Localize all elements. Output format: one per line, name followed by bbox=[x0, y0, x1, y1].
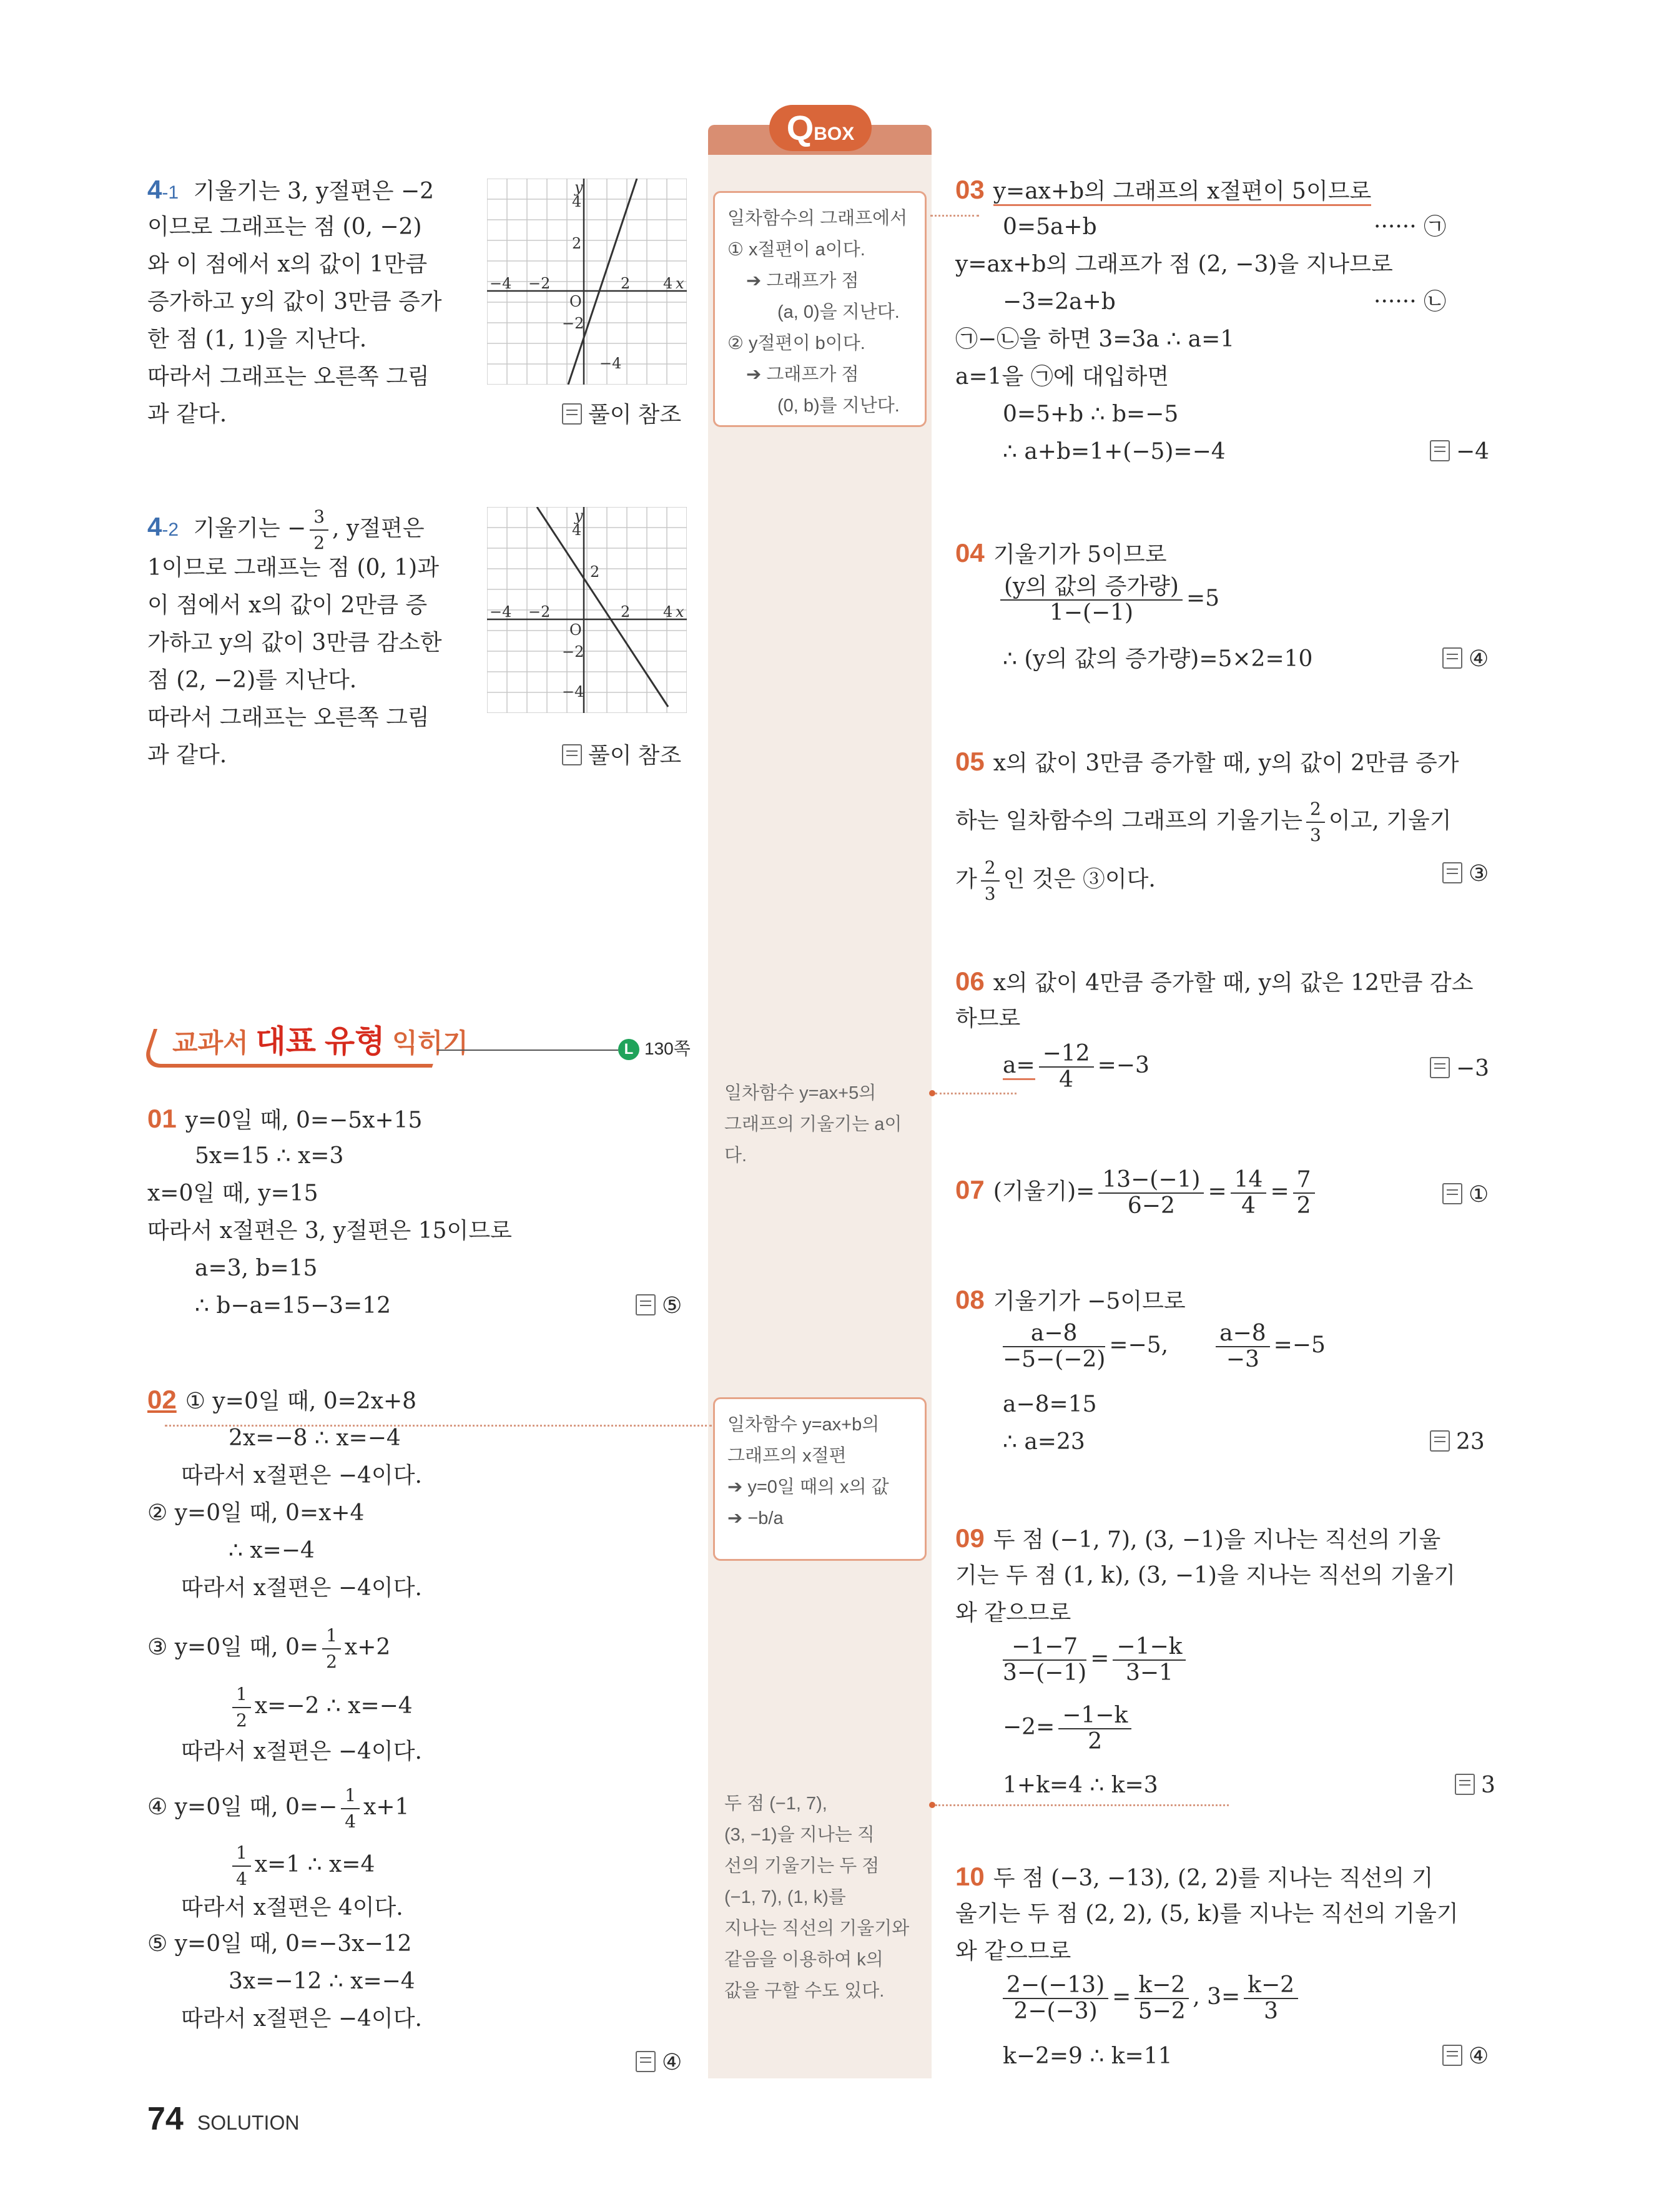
text-line: a−8=15 bbox=[1003, 1392, 1097, 1417]
text-line: 따라서 x절편은 −4이다. bbox=[181, 2006, 422, 2032]
text-line: y=ax+b의 그래프의 x절편이 5이므로 bbox=[993, 179, 1372, 206]
numerator: k−2 bbox=[1135, 1973, 1189, 1999]
note-line: (0, b)를 지난다. bbox=[777, 396, 900, 416]
answer bbox=[1442, 2042, 1489, 2072]
tick-label: 4 bbox=[663, 603, 673, 621]
text-line: 하므로 bbox=[955, 1006, 1021, 1031]
denominator: 2−(−3) bbox=[1013, 1998, 1098, 2024]
problem-number bbox=[147, 175, 179, 204]
tick-label: −4 bbox=[599, 355, 622, 372]
qbox-note-1 bbox=[713, 191, 927, 427]
answer bbox=[562, 740, 681, 771]
tick-label: −4 bbox=[490, 603, 512, 621]
qbox-note-4 bbox=[724, 1788, 924, 2007]
denominator: 2 bbox=[1088, 1729, 1103, 1754]
text-line: −3=2a+b bbox=[1003, 289, 1116, 315]
numerator: −1−k bbox=[1113, 1634, 1186, 1661]
text-line: 3x=−12 ∴ x=−4 bbox=[229, 1969, 415, 1994]
fraction bbox=[322, 1623, 341, 1674]
text-line: ∴ a+b=1+(−5)=−4 bbox=[1003, 439, 1226, 465]
tick-label: −2 bbox=[528, 275, 551, 292]
text-segment: x+1 bbox=[363, 1794, 410, 1820]
denominator: 1−(−1) bbox=[1049, 600, 1134, 626]
denominator: 3−(−1) bbox=[1003, 1660, 1087, 1686]
text-line: x의 값이 4만큼 증가할 때, y의 값은 12만큼 감소 bbox=[993, 970, 1474, 996]
answer-text: ④ bbox=[1469, 646, 1489, 672]
axis-label-y: y bbox=[574, 507, 583, 524]
qbox-letter: Q bbox=[786, 108, 814, 147]
note-line: ➔ 그래프가 점 bbox=[746, 365, 859, 385]
answer bbox=[562, 400, 681, 430]
text-line: a=3, b=15 bbox=[195, 1256, 318, 1281]
problem-number-main: 4 bbox=[147, 512, 162, 541]
page-footer bbox=[147, 2101, 300, 2138]
tick-label: −2 bbox=[528, 603, 551, 621]
text-line: 한 점 (1, 1)을 지난다. bbox=[147, 327, 367, 352]
tick-label: −2 bbox=[562, 643, 584, 661]
q06-line-1 bbox=[955, 966, 1473, 998]
note-line: 같음을 이용하여 k의 bbox=[724, 1950, 884, 1970]
note-line: (a, 0)을 지난다. bbox=[777, 302, 900, 322]
answer bbox=[1430, 437, 1489, 467]
answer-icon bbox=[1430, 1430, 1450, 1452]
answer bbox=[1442, 644, 1489, 674]
text-segment: x=−2 ∴ x=−4 bbox=[254, 1693, 413, 1719]
text-line: a=1을 ㉠에 대입하면 bbox=[955, 364, 1169, 390]
denominator: 6−2 bbox=[1127, 1193, 1175, 1219]
text-line: 5x=15 ∴ x=3 bbox=[195, 1143, 344, 1169]
q09-line-5 bbox=[1003, 1703, 1135, 1754]
connector-dots bbox=[935, 1804, 1229, 1806]
fraction bbox=[1000, 574, 1183, 626]
text-line: 따라서 x절편은 3, y절편은 15이므로 bbox=[147, 1218, 512, 1244]
tick-label: 4 bbox=[572, 521, 582, 539]
answer-icon bbox=[636, 1294, 656, 1315]
answer-text: ① bbox=[1469, 1182, 1489, 1207]
text-line: 따라서 x절편은 −4이다. bbox=[181, 1739, 422, 1764]
problem-number: 09 bbox=[955, 1523, 985, 1553]
text-line: 두 점 (−3, −13), (2, 2)를 지나는 직선의 기 bbox=[993, 1865, 1434, 1891]
text-line: y=ax+b의 그래프가 점 (2, −3)을 지나므로 bbox=[955, 252, 1393, 277]
section-title-part: 대표 유형 bbox=[255, 1024, 385, 1059]
fraction bbox=[341, 1783, 360, 1834]
graph-line bbox=[537, 507, 668, 707]
fraction bbox=[232, 1841, 251, 1892]
numerator: −1−7 bbox=[1003, 1634, 1086, 1661]
connector-dot bbox=[929, 1090, 935, 1096]
tick-label: −4 bbox=[490, 275, 512, 292]
q07-line-1: 07 (기울기)= $\frac{13-(-1)}{6-2}$ = $\frac{14}{4}$ = $\frac{7}{2}$ bbox=[955, 1167, 1319, 1219]
q05-line-1 bbox=[955, 747, 1459, 779]
fraction bbox=[1003, 1321, 1105, 1372]
answer-icon bbox=[636, 2051, 656, 2072]
problem-number: 06 bbox=[955, 966, 985, 996]
connector-dot bbox=[929, 1802, 935, 1808]
numerator: 2 bbox=[1306, 797, 1325, 823]
qbox-note-3 bbox=[713, 1397, 927, 1561]
numerator: k−2 bbox=[1244, 1973, 1298, 1999]
numerator: a−8 bbox=[1216, 1321, 1270, 1347]
note-line: 두 점 (−1, 7), bbox=[724, 1794, 827, 1814]
text-line: 0=5+b ∴ b=−5 bbox=[1003, 401, 1179, 427]
axis-label-x: x bbox=[676, 603, 684, 621]
fraction bbox=[1039, 1041, 1094, 1093]
note-line: 일차함수의 그래프에서 bbox=[727, 209, 908, 229]
denominator: 2 bbox=[236, 1710, 247, 1731]
answer-icon bbox=[562, 744, 582, 765]
text-line: 1이므로 그래프는 점 (0, 1)과 bbox=[147, 555, 440, 581]
answer-icon bbox=[1430, 1057, 1450, 1078]
p42-line-1 bbox=[147, 504, 425, 556]
text-line: ∴ (y의 값의 증가량)=5×2=10 bbox=[1003, 646, 1313, 672]
text-line: 기울기가 −5이므로 bbox=[993, 1289, 1186, 1314]
tick-label: 2 bbox=[621, 603, 631, 621]
text-segment: =−3 bbox=[1097, 1053, 1149, 1078]
numerator: a−8 bbox=[1003, 1321, 1105, 1347]
note-line: ➔ −b/a bbox=[727, 1508, 784, 1528]
note-line: ② y절편이 b이다. bbox=[727, 333, 865, 353]
text-line: 따라서 그래프는 오른쪽 그림 bbox=[147, 364, 430, 390]
text-segment: =−5 bbox=[1273, 1332, 1326, 1358]
page-ref: 130쪽 bbox=[644, 1039, 691, 1058]
connector-dots bbox=[935, 1093, 1017, 1094]
text-segment: 기울기는 − bbox=[193, 516, 307, 541]
q04-line-2 bbox=[997, 574, 1219, 626]
graph-4-1 bbox=[487, 179, 687, 385]
text-line: 과 같다. bbox=[147, 742, 227, 768]
text-line: 기는 두 점 (1, k), (3, −1)을 지나는 직선의 기울기 bbox=[955, 1563, 1456, 1588]
tick-label: −4 bbox=[562, 683, 584, 700]
answer-icon bbox=[1442, 2045, 1462, 2066]
text-line: 기울기가 5이므로 bbox=[993, 542, 1167, 568]
answer-text: ⑤ bbox=[662, 1293, 682, 1319]
problem-number-sub: -1 bbox=[162, 182, 179, 203]
note-line: 일차함수 y=ax+5의 bbox=[724, 1083, 877, 1103]
graph-grid bbox=[487, 179, 687, 385]
denominator: 3−1 bbox=[1125, 1660, 1173, 1686]
problem-number: 03 bbox=[955, 175, 985, 204]
denominator: −3 bbox=[1226, 1347, 1259, 1372]
text-segment: ③ y=0일 때, 0= bbox=[147, 1634, 319, 1660]
equation-marker: ······ ㉡ bbox=[1374, 289, 1447, 315]
qbox-title: BOX bbox=[814, 124, 855, 144]
q10-line-4: $\frac{2-(-13)}{2-(-3)}$ = $\frac{k-2}{5-2}$ , 3= $\frac{k-2}{3}$ bbox=[999, 1973, 1302, 2024]
text-line: 0=5a+b bbox=[1003, 214, 1097, 240]
numerator: 1 bbox=[341, 1783, 360, 1809]
denominator: 3 bbox=[1309, 825, 1321, 845]
problem-number bbox=[147, 512, 179, 541]
text-segment: −2= bbox=[1003, 1714, 1055, 1740]
answer bbox=[1442, 859, 1489, 889]
text-segment: ④ y=0일 때, 0=− bbox=[147, 1794, 338, 1820]
q10-line-1 bbox=[955, 1862, 1433, 1894]
answer bbox=[1430, 1427, 1485, 1457]
text-line: 와 이 점에서 x의 값이 1만큼 bbox=[147, 252, 428, 277]
graph-grid bbox=[487, 507, 687, 713]
note-line: ① x절편이 a이다. bbox=[727, 240, 865, 260]
q01-line-1 bbox=[147, 1104, 422, 1136]
denominator: 4 bbox=[1059, 1067, 1074, 1093]
problem-number: 04 bbox=[955, 538, 985, 568]
tick-label: 4 bbox=[663, 275, 673, 292]
fraction bbox=[1098, 1167, 1204, 1219]
p41-line-1 bbox=[147, 175, 434, 208]
numerator: 1 bbox=[232, 1682, 251, 1708]
text-line: ㉠−㉡을 하면 3=3a ∴ a=1 bbox=[955, 327, 1235, 352]
fraction bbox=[1216, 1321, 1270, 1372]
q05-line-3 bbox=[955, 855, 1156, 907]
note-line: (−1, 7), (1, k)를 bbox=[724, 1887, 846, 1907]
answer bbox=[1455, 1771, 1495, 1801]
section-title-part: 익히기 bbox=[385, 1028, 468, 1058]
q02-line-10 bbox=[147, 1783, 409, 1834]
origin-label: O bbox=[569, 293, 582, 310]
q04-line-1 bbox=[955, 538, 1167, 570]
problem-number: 08 bbox=[955, 1285, 985, 1314]
text-line: ① y=0일 때, 0=2x+8 bbox=[185, 1389, 417, 1414]
page-number: 74 bbox=[147, 2101, 184, 2137]
text-line: 기울기는 3, y절편은 −2 bbox=[193, 179, 435, 204]
text-line: 점 (2, −2)를 지난다. bbox=[147, 667, 357, 693]
note-line: 지나는 직선의 기울기와 bbox=[724, 1919, 910, 1939]
text-line: k−2=9 ∴ k=11 bbox=[1003, 2043, 1173, 2069]
problem-number: 10 bbox=[955, 1862, 985, 1891]
text-segment: , y절편은 bbox=[332, 516, 425, 541]
note-line: (3, −1)을 지나는 직 bbox=[724, 1825, 875, 1845]
text-line: ∴ x=−4 bbox=[229, 1538, 315, 1563]
text-line: 1+k=4 ∴ k=3 bbox=[1003, 1772, 1158, 1798]
fraction bbox=[1135, 1973, 1189, 2024]
answer-text: ③ bbox=[1469, 861, 1489, 887]
text-segment: =−5, bbox=[1109, 1332, 1169, 1358]
tick-label: 2 bbox=[621, 275, 631, 292]
note-line: 그래프의 기울기는 a이 bbox=[724, 1114, 902, 1134]
q08-line-2 bbox=[999, 1321, 1326, 1372]
numerator: (y의 값의 증가량) bbox=[1000, 574, 1183, 601]
answer-icon bbox=[1455, 1774, 1475, 1795]
q02-line-1 bbox=[147, 1385, 416, 1417]
q02-line-7 bbox=[147, 1623, 390, 1674]
text-line: 증가하고 y의 값이 3만큼 증가 bbox=[147, 289, 442, 315]
problem-number: 01 bbox=[147, 1104, 177, 1133]
text-line: 따라서 x절편은 4이다. bbox=[181, 1895, 403, 1920]
fraction bbox=[1231, 1167, 1267, 1219]
numerator: −1−k bbox=[1058, 1703, 1131, 1729]
numerator: 2 bbox=[981, 855, 1000, 882]
text-line: 울기는 두 점 (2, 2), (5, k)를 지나는 직선의 기울기 bbox=[955, 1901, 1459, 1927]
q06-line-3 bbox=[1003, 1041, 1149, 1093]
answer-text: 풀이 참조 bbox=[588, 401, 682, 427]
equation-marker: ······ ㉠ bbox=[1374, 214, 1447, 240]
text-segment: x+2 bbox=[344, 1634, 391, 1660]
text-segment: a= bbox=[1003, 1053, 1035, 1080]
fraction bbox=[981, 855, 1000, 907]
problem-number-sub: -2 bbox=[162, 519, 179, 540]
problem-number: 07 bbox=[955, 1175, 985, 1204]
text-segment: (기울기)= bbox=[993, 1179, 1095, 1204]
problem-number: 02 bbox=[147, 1385, 177, 1414]
note-line: 값을 구할 수도 있다. bbox=[724, 1981, 885, 2001]
origin-label: O bbox=[569, 621, 582, 639]
denominator: 2 bbox=[326, 1651, 337, 1672]
text-line: y=0일 때, 0=−5x+15 bbox=[185, 1108, 423, 1133]
answer-icon bbox=[1442, 1183, 1462, 1204]
page-ref-icon: L bbox=[618, 1039, 639, 1060]
numerator: 3 bbox=[310, 504, 328, 531]
q08-line-1 bbox=[955, 1285, 1186, 1317]
numerator: 2−(−13) bbox=[1003, 1973, 1108, 1999]
text-line: 와 같으므로 bbox=[955, 1939, 1071, 1964]
q09-line-1 bbox=[955, 1523, 1440, 1555]
note-line: 그래프의 x절편 bbox=[727, 1446, 847, 1466]
q09-line-4: $\frac{-1-7}{3-(-1)}$ = $\frac{-1-k}{3-1}$ bbox=[999, 1634, 1189, 1686]
answer-text: 3 bbox=[1481, 1772, 1495, 1798]
text-line: x=0일 때, y=15 bbox=[147, 1181, 318, 1206]
answer-text: 23 bbox=[1456, 1429, 1485, 1455]
text-line: ② y=0일 때, 0=x+4 bbox=[147, 1500, 365, 1526]
text-line: 두 점 (−1, 7), (3, −1)을 지나는 직선의 기울 bbox=[993, 1527, 1441, 1553]
numerator: −12 bbox=[1039, 1041, 1094, 1068]
fraction bbox=[1244, 1973, 1298, 2024]
text-line: x의 값이 3만큼 증가할 때, y의 값이 2만큼 증가 bbox=[993, 750, 1459, 776]
graph-4-2 bbox=[487, 507, 687, 713]
fraction bbox=[310, 504, 328, 556]
text-line: 가하고 y의 값이 3만큼 감소한 bbox=[147, 630, 442, 656]
numerator: 7 bbox=[1293, 1167, 1315, 1194]
note-line: 선의 기울기는 두 점 bbox=[724, 1856, 880, 1876]
tick-label: 4 bbox=[572, 193, 582, 210]
text-line: 와 같으므로 bbox=[955, 1600, 1071, 1626]
fraction bbox=[1058, 1703, 1131, 1754]
fraction bbox=[1003, 1634, 1086, 1686]
denominator: 5−2 bbox=[1138, 1998, 1186, 2024]
answer-icon bbox=[1442, 647, 1462, 669]
denominator: 4 bbox=[236, 1869, 247, 1889]
note-line: 다. bbox=[724, 1146, 747, 1166]
text-line: 2x=−8 ∴ x=−4 bbox=[229, 1425, 401, 1451]
denominator: 4 bbox=[345, 1811, 357, 1832]
numerator: 14 bbox=[1231, 1167, 1267, 1194]
text-segment: 이고, 기울기 bbox=[1328, 808, 1452, 833]
axis-label-x: x bbox=[676, 275, 684, 292]
text-segment: , 3= bbox=[1193, 1984, 1241, 2010]
answer bbox=[636, 1291, 682, 1321]
section-title-part: 교과서 bbox=[172, 1028, 256, 1058]
section-rule bbox=[437, 1049, 618, 1051]
q03-line-1 bbox=[955, 175, 1371, 207]
answer-text: ④ bbox=[1469, 2043, 1489, 2069]
text-segment: x=1 ∴ x=4 bbox=[254, 1852, 375, 1877]
answer-text: 풀이 참조 bbox=[588, 742, 682, 768]
fraction bbox=[1306, 797, 1325, 848]
text-line: ⑤ y=0일 때, 0=−3x−12 bbox=[147, 1931, 412, 1957]
text-line: 과 같다. bbox=[147, 401, 227, 427]
answer-text: ④ bbox=[662, 2050, 682, 2075]
denominator: 2 bbox=[313, 533, 325, 553]
fraction bbox=[1113, 1634, 1186, 1686]
note-line: ➔ y=0일 때의 x의 값 bbox=[727, 1477, 889, 1497]
text-line: 따라서 x절편은 −4이다. bbox=[181, 1463, 422, 1488]
text-line: ∴ a=23 bbox=[1003, 1429, 1085, 1455]
text-segment: 인 것은 ③이다. bbox=[1003, 867, 1156, 892]
numerator: 1 bbox=[322, 1623, 341, 1649]
denominator: 3 bbox=[984, 883, 996, 904]
note-line: ➔ 그래프가 점 bbox=[746, 271, 859, 291]
note-line: 일차함수 y=ax+b의 bbox=[727, 1415, 880, 1435]
numerator: 13−(−1) bbox=[1098, 1167, 1204, 1194]
q02-line-11 bbox=[229, 1841, 375, 1892]
problem-number-main: 4 bbox=[147, 175, 162, 204]
numerator: 1 bbox=[232, 1841, 251, 1867]
answer bbox=[636, 2048, 682, 2078]
connector-dots bbox=[930, 215, 979, 217]
section-title bbox=[172, 1026, 468, 1058]
fraction bbox=[1003, 1973, 1108, 2024]
denominator: −5−(−2) bbox=[1003, 1347, 1106, 1372]
answer-text: −4 bbox=[1456, 439, 1490, 465]
answer bbox=[1430, 1054, 1489, 1084]
fraction bbox=[232, 1682, 251, 1733]
q02-line-8 bbox=[229, 1682, 413, 1733]
qbox-note-2 bbox=[724, 1078, 924, 1171]
axis-label-y: y bbox=[574, 179, 583, 196]
answer-icon bbox=[1430, 440, 1450, 461]
text-line: ∴ b−a=15−3=12 bbox=[195, 1293, 391, 1319]
denominator: 4 bbox=[1241, 1193, 1256, 1219]
answer-icon bbox=[1442, 862, 1462, 883]
text-segment: 가 bbox=[955, 867, 977, 892]
fraction bbox=[1293, 1167, 1315, 1219]
text-segment: 하는 일차함수의 그래프의 기울기는 bbox=[955, 808, 1302, 833]
q05-line-2 bbox=[955, 797, 1452, 848]
problem-number: 05 bbox=[955, 747, 985, 776]
tick-label: −2 bbox=[562, 315, 584, 332]
tick-label: 2 bbox=[590, 563, 600, 581]
text-segment: =5 bbox=[1186, 586, 1220, 611]
footer-label: SOLUTION bbox=[197, 2111, 300, 2134]
text-line: 따라서 그래프는 오른쪽 그림 bbox=[147, 705, 430, 730]
tick-label: 2 bbox=[572, 235, 582, 252]
text-line: 이므로 그래프는 점 (0, −2) bbox=[147, 214, 422, 240]
answer-text: −3 bbox=[1456, 1056, 1490, 1081]
answer bbox=[1442, 1180, 1489, 1210]
denominator: 2 bbox=[1296, 1193, 1311, 1219]
text-line: 따라서 x절편은 −4이다. bbox=[181, 1575, 422, 1601]
denominator: 3 bbox=[1264, 1998, 1279, 2024]
answer-icon bbox=[562, 403, 582, 425]
qbox-badge bbox=[769, 105, 872, 151]
text-line: 이 점에서 x의 값이 2만큼 증 bbox=[147, 592, 428, 618]
